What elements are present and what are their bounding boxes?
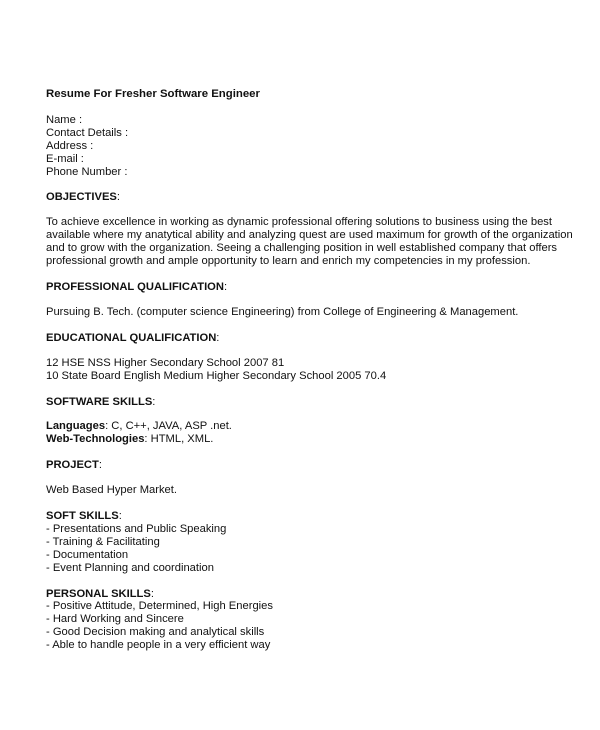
list-item: - Positive Attitude, Determined, High Energies — [46, 600, 273, 613]
professional-qualification-text: Pursuing B. Tech. (computer science Engineering) from College of Engineering & Management. — [46, 305, 519, 318]
contact-details-field: Contact Details : — [46, 126, 129, 139]
contact-name-field: Name : — [46, 113, 83, 126]
list-item: - Event Planning and coordination — [46, 561, 214, 574]
list-item: - Hard Working and Sincere — [46, 613, 184, 626]
resume-title: Resume For Fresher Software Engineer — [46, 88, 260, 100]
software-skills-list — [46, 420, 566, 446]
education-item: 12 HSE NSS Higher Secondary School 2007 81 — [46, 356, 285, 369]
list-item: - Good Decision making and analytical skills — [46, 626, 265, 639]
contact-phone-field: Phone Number : — [46, 165, 128, 178]
project-text: Web Based Hyper Market. — [46, 484, 177, 497]
software-skills-heading: SOFTWARE SKILLS: — [46, 395, 156, 408]
soft-skills-list — [46, 523, 566, 575]
list-item: - Presentations and Public Speaking — [46, 522, 227, 535]
contact-fields — [46, 114, 566, 179]
objectives-heading: OBJECTIVES: — [46, 191, 120, 204]
objectives-text: To achieve excellence in working as dynamic professional offering solutions to business using the best available where my anatytical ability and analyzing quest are used maximum for growth of the organization and to grow with the organization. Seeing a challenging position in well established company that offers professional growth and ample opportunity to learn and enrich my competencies in my profession. — [46, 216, 573, 268]
contact-address-field: Address : — [46, 139, 94, 152]
list-item: - Training & Facilitating — [46, 535, 160, 548]
list-item: - Documentation — [46, 548, 129, 561]
contact-email-field: E-mail : — [46, 152, 84, 165]
education-item: 10 State Board English Medium Higher Secondary School 2005 70.4 — [46, 369, 387, 382]
soft-skills-heading: SOFT SKILLS: — [46, 510, 122, 523]
project-heading: PROJECT: — [46, 459, 102, 472]
educational-qualification-list — [46, 357, 566, 383]
personal-skills-list — [46, 600, 566, 652]
list-item: - Able to handle people in a very efficient way — [46, 639, 271, 652]
web-technologies-line: Web-Technologies: HTML, XML. — [46, 433, 214, 446]
educational-qualification-heading: EDUCATIONAL QUALIFICATION: — [46, 331, 220, 344]
languages-line: Languages: C, C++, JAVA, ASP .net. — [46, 420, 232, 433]
personal-skills-heading: PERSONAL SKILLS: — [46, 587, 154, 600]
professional-qualification-heading: PROFESSIONAL QUALIFICATION: — [46, 280, 228, 293]
resume-content — [46, 88, 573, 652]
